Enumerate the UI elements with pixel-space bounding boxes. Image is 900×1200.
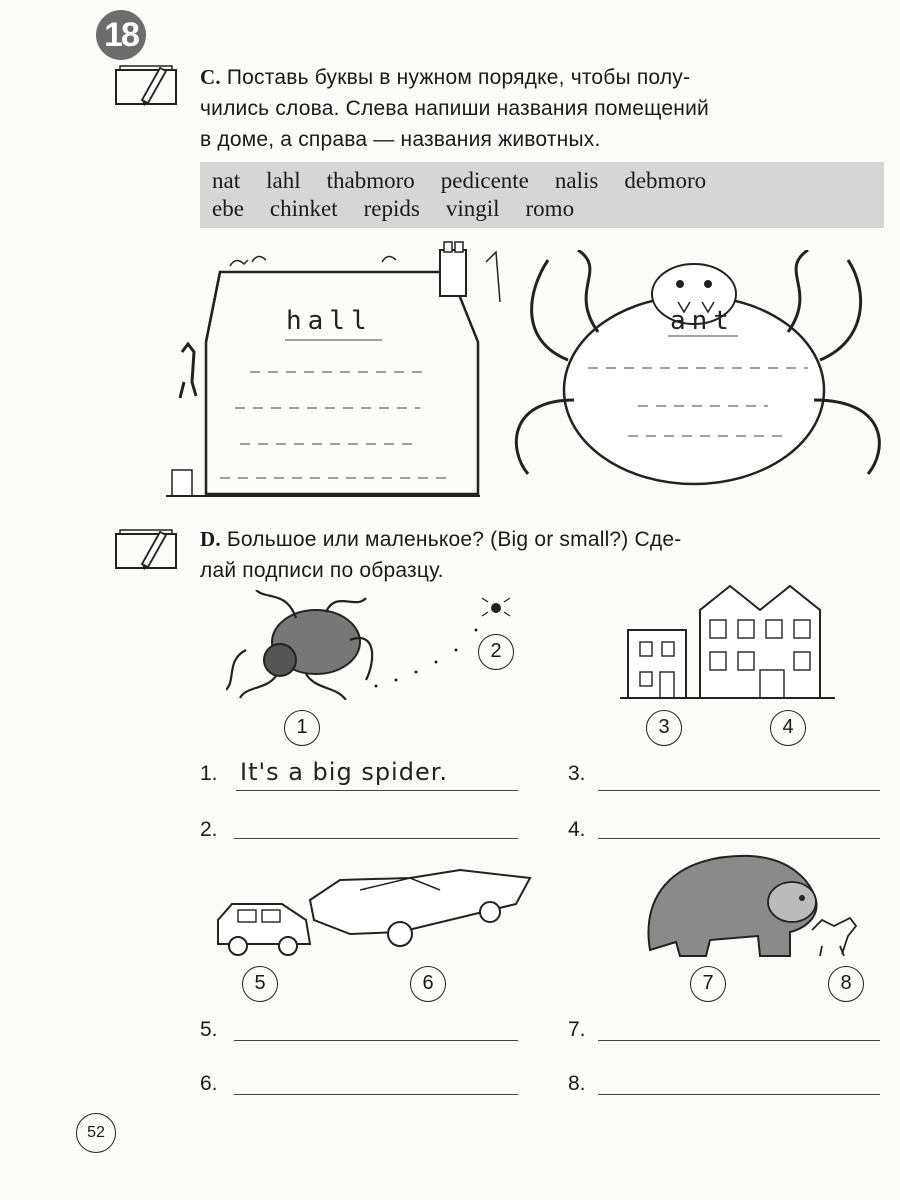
task-c-line-1: Поставь буквы в нужном порядке, чтобы полу- xyxy=(226,66,691,89)
answer-label-5: 5. xyxy=(200,1018,218,1041)
scrambled-word: chinket xyxy=(269,196,338,221)
task-d-instructions xyxy=(200,524,890,586)
pencil-notebook-icon xyxy=(114,62,184,108)
task-c-line-2: чились слова. Слева напиши названия помещений xyxy=(200,97,709,120)
answer-label-3: 3. xyxy=(568,762,586,785)
answer-label-6: 6. xyxy=(200,1072,218,1095)
task-d-letter: D. xyxy=(200,527,221,551)
picture-number: 7 xyxy=(690,966,726,1002)
house-sample-word: hall xyxy=(286,306,373,336)
picture-number: 6 xyxy=(410,966,446,1002)
scrambled-word: nalis xyxy=(554,168,599,193)
answer-line-7[interactable] xyxy=(598,1040,880,1041)
task-c-line-3: в доме, а справа — названия животных. xyxy=(200,128,601,151)
picture-number: 2 xyxy=(478,634,514,670)
answer-label-8: 8. xyxy=(568,1072,586,1095)
answer-line-8[interactable] xyxy=(598,1094,880,1095)
pencil-notebook-icon xyxy=(114,526,184,572)
answer-sample: It's a big spider. xyxy=(240,758,449,786)
answer-line-4[interactable] xyxy=(598,838,880,839)
scrambled-word: pedicente xyxy=(440,168,529,193)
scrambled-words-box xyxy=(200,162,884,228)
scrambled-word: vingil xyxy=(445,196,500,221)
answer-line-5[interactable] xyxy=(234,1040,518,1041)
picture-number: 8 xyxy=(828,966,864,1002)
scrambled-word: lahl xyxy=(266,168,301,193)
picture-number: 5 xyxy=(242,966,278,1002)
picture-number: 3 xyxy=(646,710,682,746)
picture-number: 1 xyxy=(284,710,320,746)
answer-label-4: 4. xyxy=(568,818,586,841)
scrambled-word: repids xyxy=(363,196,420,221)
house-illustration xyxy=(160,232,520,502)
answer-label-7: 7. xyxy=(568,1018,586,1041)
spider-illustration xyxy=(508,250,888,500)
answer-line-3[interactable] xyxy=(598,790,880,791)
scrambled-word: nat xyxy=(212,168,241,193)
scrambled-row-1 xyxy=(212,168,706,194)
answer-line-2[interactable] xyxy=(234,838,518,839)
task-c-letter: C. xyxy=(200,65,221,89)
cars-illustration xyxy=(210,860,540,960)
task-c-instructions xyxy=(200,62,890,155)
scrambled-word: debmoro xyxy=(624,168,707,193)
answer-line-1[interactable] xyxy=(236,790,518,791)
answer-line-6[interactable] xyxy=(234,1094,518,1095)
scrambled-word: ebe xyxy=(212,196,244,221)
picture-number: 4 xyxy=(770,710,806,746)
spider-sample-word: ant xyxy=(670,306,735,336)
lesson-number-badge: 18 xyxy=(96,10,146,60)
scrambled-word: romo xyxy=(525,196,575,221)
scrambled-word: thabmoro xyxy=(326,168,415,193)
answer-label-1: 1. xyxy=(200,762,218,785)
answer-label-2: 2. xyxy=(200,818,218,841)
spiders-illustration xyxy=(226,590,516,700)
houses-illustration xyxy=(620,580,840,700)
task-d-line-2: лай подписи по образцу. xyxy=(200,559,444,582)
scrambled-row-2 xyxy=(212,196,574,222)
task-d-line-1: Большое или маленькое? (Big or small?) Сде- xyxy=(226,528,682,551)
bear-dog-illustration xyxy=(640,850,860,962)
page-number: 52 xyxy=(76,1113,116,1153)
